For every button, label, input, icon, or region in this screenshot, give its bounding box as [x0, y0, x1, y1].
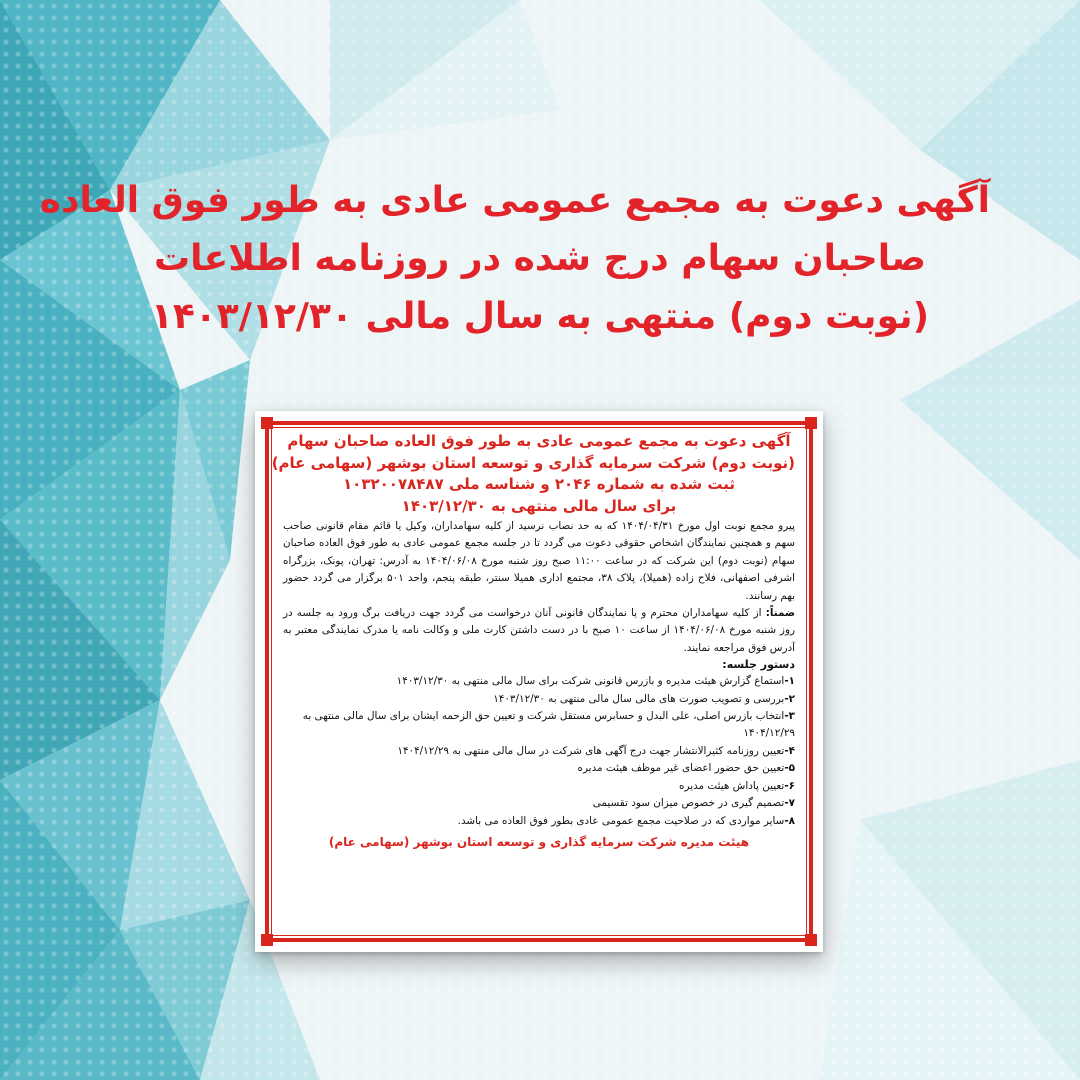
agenda-item-number: ۲-: [784, 692, 795, 705]
agenda-item-text: بررسی و تصویب صورت های مالی سال مالی منتهی به ۱۴۰۳/۱۲/۳۰: [493, 692, 785, 705]
agenda-item-text: انتخاب بازرس اصلی، علی البدل و حسابرس مستقل شرکت و تعیین حق الزحمه ایشان برای سال مالی منتهی به ۱۴۰۴/۱۲/۲۹: [302, 710, 795, 740]
agenda-item-text: استماع گزارش هیئت مدیره و بازرس قانونی شرکت برای سال مالی منتهی به ۱۴۰۳/۱۲/۳۰: [396, 675, 785, 688]
corner-ornament: [805, 417, 817, 429]
corner-ornament: [805, 934, 817, 946]
notice-note-text: از کلیه سهامداران محترم و یا نمایندگان قانونی آنان درخواست می گردد جهت دریافت برگ ورود به جلسه در روز شنبه مورخ ۱۴۰۴/۰۶/۰۸ از ساعت ۱۰ صبح با در دست داشتن کارت ملی و وکالت نامه یا مدرک نمایندگی معتبر به آدرس فوق مراجعه نمایند.: [283, 607, 795, 654]
agenda-item-number: ۵-: [784, 762, 795, 775]
notice-title-line: (نوبت دوم) شرکت سرمایه گذاری و توسعه استان بوشهر (سهامی عام): [271, 453, 795, 472]
headline-line-2: صاحبان سهام درج شده در روزنامه اطلاعات: [153, 238, 927, 279]
newspaper-notice-clipping: [255, 411, 823, 952]
headline-line-3: (نوبت دوم) منتهی به سال مالی ۱۴۰۳/۱۲/۳۰: [150, 296, 930, 337]
headline: [39, 172, 990, 346]
agenda-item: [283, 691, 795, 708]
agenda-item-number: ۴-: [784, 744, 795, 757]
agenda-item: [283, 673, 795, 690]
notice-note-label: ضمناً:: [765, 607, 795, 620]
agenda-item-text: تعیین روزنامه کثیرالانتشار جهت درج آگهی های شرکت در سال مالی منتهی به ۱۴۰۴/۱۲/۲۹: [397, 744, 785, 757]
agenda-item-number: ۶-: [784, 779, 795, 792]
agenda-item: [283, 760, 795, 777]
corner-ornament: [261, 417, 273, 429]
notice-signature: هیئت مدیره شرکت سرمایه گذاری و توسعه استان بوشهر (سهامی عام): [328, 834, 750, 849]
agenda-item: [283, 778, 795, 795]
notice-content: [271, 431, 795, 852]
headline-line-1: آگهی دعوت به مجمع عمومی عادی به طور فوق العاده: [39, 180, 990, 221]
agenda-item-number: ۸-: [784, 814, 795, 827]
agenda-item-text: سایر مواردی که در صلاحیت مجمع عمومی عادی بطور فوق العاده می باشد.: [457, 814, 785, 827]
agenda-list: [283, 673, 795, 830]
notice-title-line: ثبت شده به شماره ۲۰۴۶ و شناسه ملی ۱۰۳۲۰۰۷۸۴۸۷: [343, 475, 735, 493]
notice-title-line: آگهی دعوت به مجمع عمومی عادی به طور فوق العاده صاحبان سهام: [287, 432, 791, 450]
notice-note: [283, 605, 795, 657]
notice-body: [283, 518, 795, 657]
agenda-item: [283, 743, 795, 760]
agenda-item-number: ۳-: [784, 710, 795, 723]
agenda-item-text: تعیین حق حضور اعضای غیر موظف هیئت مدیره: [577, 762, 785, 775]
agenda-item-text: تعیین پاداش هیئت مدیره: [679, 779, 785, 792]
agenda-item-text: تصمیم گیری در خصوص میزان سود تقسیمی: [592, 797, 785, 810]
corner-ornament: [261, 934, 273, 946]
agenda-item: [283, 813, 795, 830]
agenda-item-number: ۷-: [784, 797, 795, 810]
notice-body-text: پیرو مجمع نوبت اول مورخ ۱۴۰۴/۰۴/۳۱ که به حد نصاب نرسید از کلیه سهامداران، وکیل یا قائم مقام قانونی صاحب سهم و همچنین نمایندگان اشخاص حقوقی دعوت می گردد تا در جلسه مجمع عمومی عادی به طور فوق العاده صاحبان سهام (نوبت دوم) این شرکت که در ساعت ۱۱:۰۰ صبح روز شنبه مورخ ۱۴۰۴/۰۶/۰۸ به آدرس: تهران، پونک، بزرگراه اشرفی اصفهانی، فلاح زاده (همیلا)، پلاک ۳۸، مجتمع اداری همیلا سنتر، طبقه پنجم، واحد ۵۰۱ برگزار می گردد حضور بهم رسانند.: [283, 520, 795, 602]
agenda-item: [283, 795, 795, 812]
agenda-title: دستور جلسه:: [722, 658, 795, 672]
agenda-item: [283, 708, 795, 743]
agenda-item-number: ۱-: [784, 675, 795, 688]
notice-title-line: برای سال مالی منتهی به ۱۴۰۳/۱۲/۳۰: [401, 496, 677, 515]
notice-title: [271, 431, 795, 517]
